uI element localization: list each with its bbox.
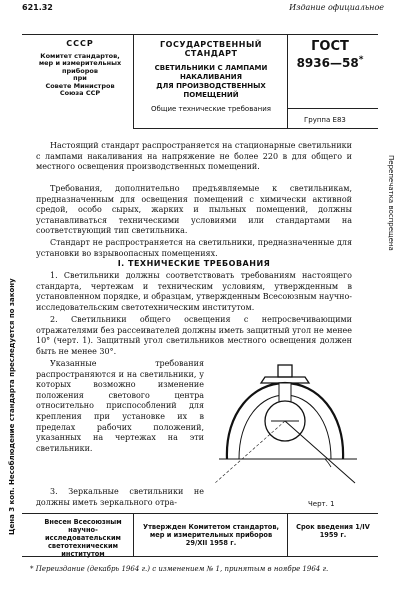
- title-line: ПОМЕЩЕНИЙ: [183, 91, 239, 99]
- committee-line: при: [73, 74, 87, 82]
- committee-line: мер и измерительных: [38, 59, 122, 67]
- gost-label: ГОСТ: [311, 39, 349, 54]
- angle-arc: [325, 459, 331, 467]
- title-line: СВЕТИЛЬНИКИ С ЛАМПАМИ: [154, 64, 268, 72]
- document-subtitle: Общие технические требования: [151, 105, 271, 113]
- page-number: 621.32: [22, 3, 53, 12]
- committee-line: приборов: [62, 66, 98, 75]
- footer-divider-right: [287, 513, 288, 556]
- header-bottom-rule: [133, 128, 378, 129]
- header-divider-left: [133, 34, 134, 128]
- footer-divider-left: [133, 513, 134, 556]
- title-line: ДЛЯ ПРОИЗВОДСТВЕННЫХ: [156, 82, 266, 90]
- submitted-by: Внесен Всесоюзным научно-исследовательским светотехническим институтом: [44, 518, 122, 558]
- committee-line: Комитет стандартов,: [40, 51, 120, 60]
- left-margin-note: Цена 3 коп. Несоблюдение стандарта преследуется по закону: [8, 278, 16, 535]
- requirement-2: 2. Светильники общего освещения с непросвечивающими отражателями без рассеивателей должны иметь защитный угол не менее 10° (черт. 1). Защитный угол светильников местного освещения должен быть не менее 30°.: [36, 315, 352, 356]
- committee-line: Союза ССР: [59, 89, 101, 97]
- effective-date: Срок введения 1/IV 1959 г.: [296, 523, 370, 539]
- approved-by: Утвержден Комитетом стандартов, мер и измерительных приборов 29/XII 1958 г.: [143, 523, 279, 547]
- header-divider-right: [287, 34, 288, 128]
- intro-paragraph-3: Стандарт не распространяется на светильники, предназначенные для установки во взрывоопасных помещениях.: [36, 238, 352, 258]
- requirement-1: 1. Светильники должны соответствовать требованиям настоящего стандарта, чертежам и техническим условиям, утвержденным в установленном порядке, и образцам, утвержденным Всесоюзным научно-исследовательским светотехническим институтом.: [36, 271, 352, 312]
- section-title: I. ТЕХНИЧЕСКИЕ ТРЕБОВАНИЯ: [117, 259, 271, 268]
- standard-title-block: [138, 40, 284, 114]
- right-margin-note: Перепечатка воспрещена: [387, 155, 395, 251]
- socket-cap: [278, 365, 292, 377]
- gost-block: [290, 40, 370, 70]
- gost-mark: *: [358, 55, 364, 65]
- committee-line: Совете Министров: [45, 81, 115, 90]
- gost-number-text: 8936—58: [296, 56, 359, 70]
- header-top-rule: [22, 34, 378, 35]
- requirement-3: 3. Зеркальные светильники не должны иметь зеркального отра-: [36, 487, 204, 507]
- gov-standard-label: СТАНДАРТ: [184, 49, 238, 58]
- reissue-footnote: * Переиздание (декабрь 1964 г.) с изменением № 1, принятым в ноябре 1964 г.: [30, 565, 329, 573]
- edition-label: Издание официальное: [289, 3, 384, 12]
- intro-paragraph-2: Требования, дополнительно предъявляемые к светильникам, предназначенным для освещения помещений с химически активной средой, особо сырых, жарких и пыльных помещений, должны устанавливаться техническими условиями или стандартами на соответствующий тип светильника.: [36, 184, 352, 236]
- lamp-base: [279, 383, 291, 403]
- intro-paragraph-1: Настоящий стандарт распространяется на стационарные светильники с лампами накаливания на напряжение не более 220 в для общего и местного освещения производственных помещений.: [36, 141, 352, 172]
- protective-angle-ray: [285, 421, 355, 483]
- document-title: [138, 64, 284, 100]
- ussr-label: СССР: [66, 39, 94, 48]
- title-line: НАКАЛИВАНИЯ: [180, 73, 242, 81]
- issuing-committee: [30, 40, 130, 98]
- figure-caption: Черт. 1: [308, 500, 335, 508]
- requirement-2-note: Указанные требования распространяются и на светильники, у которых возможно изменение положения светового центра относительно приспособлений для крепления при установке их в пределах рабочих положений, указанных на чертежах на эти светильники.: [36, 359, 204, 453]
- header-group-rule: [287, 108, 378, 109]
- gost-number: [290, 54, 370, 70]
- gov-standard-label: ГОСУДАРСТВЕННЫЙ: [160, 40, 262, 49]
- footer-top-rule: [22, 513, 378, 514]
- luminaire-drawing: [205, 363, 375, 503]
- group-code: Группа Е83: [304, 116, 346, 124]
